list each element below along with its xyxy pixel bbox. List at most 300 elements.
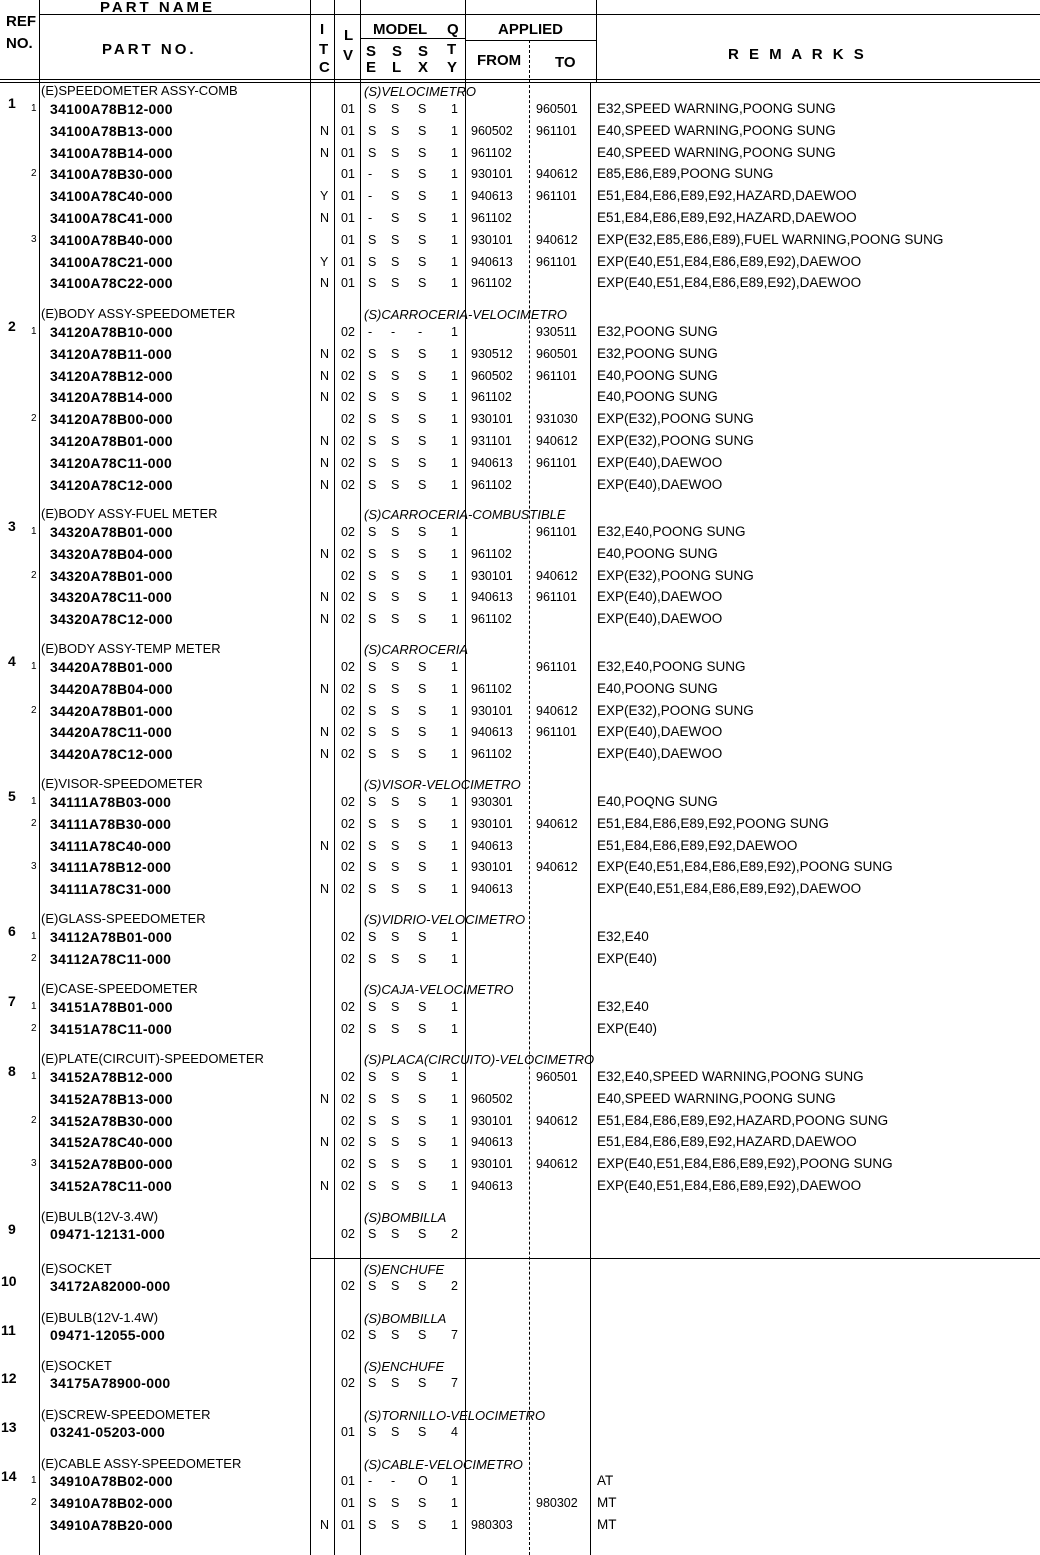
applied-to: 940612 — [536, 568, 578, 583]
lv-value: 02 — [341, 1021, 355, 1036]
applied-to: 961101 — [536, 590, 577, 605]
model-se: S — [368, 930, 377, 944]
part-number: 34120A78B11-000 — [50, 345, 173, 362]
model-sl: S — [391, 930, 400, 944]
sub-index: 2 — [31, 817, 37, 829]
applied-from: 961102 — [471, 681, 512, 696]
applied-from: 960502 — [471, 1091, 513, 1106]
part-name: (E)CABLE ASSY-SPEEDOMETER — [41, 1456, 242, 1471]
qty-value: 1 — [451, 390, 458, 405]
part-number: 09471-12055-000 — [50, 1327, 166, 1343]
model-sl: S — [391, 1495, 400, 1510]
lv-value: 02 — [341, 747, 355, 762]
qty-value: 1 — [451, 346, 458, 361]
lv-value: 01 — [341, 189, 355, 204]
model-se: S — [368, 1517, 377, 1532]
ref-number: 7 — [8, 993, 16, 1009]
qty-value: 1 — [451, 434, 458, 448]
part-number: 34151A78B01-000 — [50, 999, 173, 1015]
qty-value: 1 — [451, 1021, 458, 1036]
model-sl: S — [391, 477, 400, 492]
remarks-text: E40,POONG SUNG — [597, 367, 718, 383]
remarks-text: E32,E40,POONG SUNG — [597, 524, 746, 539]
model-se: S — [368, 455, 377, 470]
lv-value: 02 — [341, 455, 355, 470]
applied-to: 940612 — [536, 167, 578, 182]
to-header: TO — [555, 54, 576, 71]
qty-value: 1 — [451, 189, 458, 204]
spanish-name: (S)VELOCIMETRO — [364, 84, 476, 99]
lv-value: 02 — [341, 612, 355, 627]
sub-index: 3 — [31, 861, 37, 873]
itc-code: N — [320, 546, 330, 561]
qty-value: 1 — [451, 1517, 458, 1532]
part-number: 34100A78B14-000 — [50, 144, 173, 161]
lv-value: 02 — [341, 725, 355, 740]
ref-number: 8 — [8, 1063, 16, 1079]
lv-value: 02 — [341, 1179, 355, 1193]
qty-value: 1 — [451, 590, 458, 605]
lv-value: 02 — [341, 1135, 355, 1150]
lv-value: 02 — [341, 1157, 355, 1172]
itc-code: N — [320, 590, 330, 605]
applied-to: 940612 — [536, 1113, 578, 1128]
spanish-name: (S)VISOR-VELOCIMETRO — [364, 777, 521, 792]
qty-value: 1 — [451, 1000, 458, 1014]
remarks-text: AT — [597, 1473, 614, 1488]
applied-to: 940612 — [536, 703, 578, 718]
remarks-text: E32,SPEED WARNING,POONG SUNG — [597, 101, 836, 116]
sub-index: 2 — [31, 1114, 37, 1126]
remarks-text: EXP(E40,E51,E84,E86,E89,E92),POONG SUNG — [597, 859, 893, 875]
model-se: S — [368, 703, 377, 718]
part-number: 34152A78C40-000 — [50, 1134, 173, 1151]
remarks-text: E32,E40 — [597, 999, 649, 1014]
sub-index: 1 — [31, 661, 37, 672]
model-se: S — [368, 390, 377, 405]
applied-from: 961102 — [471, 747, 512, 762]
qty-value: 2 — [451, 1279, 458, 1293]
spanish-name: (S)VIDRIO-VELOCIMETRO — [364, 912, 526, 927]
part-number: 34100A78C40-000 — [50, 188, 173, 205]
lv-value: 02 — [341, 1000, 355, 1014]
applied-from: 930101 — [471, 860, 513, 875]
model-se: - — [368, 211, 373, 225]
lv-value: 02 — [341, 703, 355, 718]
part-number: 34420A78B01-000 — [50, 659, 173, 675]
qty-value: 7 — [451, 1328, 458, 1342]
model-se: S — [368, 1227, 377, 1241]
applied-from: 960502 — [471, 368, 513, 383]
model-se: - — [368, 189, 373, 204]
lv-value: 02 — [341, 1279, 355, 1293]
applied-to: 960501 — [536, 1070, 578, 1084]
model-sl: S — [391, 1517, 400, 1532]
part-number: 34100A78B13-000 — [50, 122, 173, 139]
applied-from: 960502 — [471, 123, 513, 138]
model-sl: S — [391, 612, 400, 627]
applied-to: 961101 — [536, 189, 577, 204]
model-se: S — [368, 477, 377, 492]
itc-code: N — [320, 1517, 330, 1532]
lv-value: 02 — [341, 681, 355, 696]
qty-value: 1 — [451, 1070, 458, 1084]
model-sl: S — [391, 434, 400, 448]
model-sx: S — [418, 816, 427, 831]
qty-value: 1 — [451, 102, 458, 116]
part-number: 34120A78B01-000 — [50, 433, 173, 449]
remarks-text: EXP(E40),DAEWOO — [597, 476, 723, 492]
itc-code: N — [320, 368, 330, 383]
remarks-text: E51,E84,E86,E89,E92,HAZARD,DAEWOO — [597, 210, 857, 225]
itc-code: N — [320, 882, 330, 897]
lv-value: 01 — [341, 123, 355, 138]
part-name: (E)CASE-SPEEDOMETER — [41, 981, 198, 996]
model-sl: S — [391, 390, 400, 405]
applied-to: 940612 — [536, 816, 578, 831]
itc-code: N — [320, 612, 330, 627]
itc-code: N — [320, 455, 330, 470]
ref-number: 14 — [1, 1468, 17, 1484]
qty-value: 1 — [451, 1495, 458, 1510]
model-sl: - — [391, 325, 396, 339]
model-se: S — [368, 1279, 377, 1293]
lv-value: 02 — [341, 660, 355, 674]
model-sx: S — [418, 1376, 427, 1390]
model-se: S — [368, 860, 377, 875]
model-sl: S — [391, 1376, 400, 1390]
model-sx: S — [418, 1425, 427, 1439]
spanish-name: (S)PLACA(CIRCUITO)-VELOCIMETRO — [364, 1052, 595, 1067]
applied-from: 930101 — [471, 1113, 513, 1128]
lv-value: 02 — [341, 1091, 355, 1106]
sub-index: 1 — [31, 1071, 37, 1082]
itc-code: Y — [320, 189, 329, 204]
applied-from: 980303 — [471, 1517, 513, 1532]
model-sl: S — [391, 1091, 400, 1106]
model-sx: S — [418, 930, 427, 944]
itc-code: N — [320, 477, 330, 492]
itc-code: N — [320, 276, 330, 291]
applied-to: 940612 — [536, 1157, 578, 1172]
remarks-text: E51,E84,E86,E89,E92,HAZARD,POONG SUNG — [597, 1112, 889, 1128]
from-header: FROM — [477, 52, 522, 69]
part-number: 03241-05203-000 — [50, 1424, 166, 1440]
model-se: S — [368, 434, 377, 448]
applied-to: 960501 — [536, 102, 578, 116]
ref-number: 12 — [1, 1370, 17, 1386]
part-name: (E)SPEEDOMETER ASSY-COMB — [41, 83, 238, 98]
itc-header-c: C — [319, 59, 330, 76]
model-se: S — [368, 1000, 377, 1014]
ref-number: 13 — [1, 1419, 17, 1435]
model-se: S — [368, 102, 377, 116]
model-sx: S — [418, 477, 427, 492]
remarks-text: E40,POONG SUNG — [597, 545, 718, 561]
remarks-text: E51,E84,E86,E89,E92,DAEWOO — [597, 837, 798, 853]
remarks-text: E85,E86,E89,POONG SUNG — [597, 166, 774, 182]
applied-to: 980302 — [536, 1495, 578, 1510]
remarks-text: EXP(E40,E51,E84,E86,E89,E92),DAEWOO — [597, 253, 862, 269]
model-se: S — [368, 681, 377, 696]
part-number: 34420A78C11-000 — [50, 724, 173, 741]
model-sl: S — [391, 1279, 400, 1293]
sub-index: 1 — [31, 931, 37, 942]
lv-value: 02 — [341, 525, 355, 539]
itc-code: N — [320, 725, 330, 740]
sub-index: 3 — [31, 233, 37, 245]
ref-number: 3 — [8, 518, 16, 534]
model-se: S — [368, 232, 377, 247]
model-sl: S — [391, 660, 400, 674]
model-se: S — [368, 951, 377, 966]
part-number: 34120A78C11-000 — [50, 454, 173, 471]
applied-header-rule — [465, 40, 597, 41]
model-se: - — [368, 167, 373, 182]
sub-index: 1 — [31, 526, 37, 537]
model-sx: S — [418, 232, 427, 247]
qty-value: 4 — [451, 1425, 458, 1439]
applied-from: 961102 — [471, 145, 512, 160]
remarks-text: EXP(E40,E51,E84,E86,E89,E92),POONG SUNG — [597, 1156, 893, 1172]
model-sx: S — [418, 434, 427, 448]
model-sx: S — [418, 860, 427, 875]
model-sl: S — [391, 1179, 400, 1193]
spanish-name: (S)BOMBILLA — [364, 1210, 447, 1225]
model-sx: S — [418, 211, 427, 225]
sub-index: 3 — [31, 1158, 37, 1170]
part-number: 34420A78C12-000 — [50, 746, 173, 763]
applied-to: 961101 — [536, 368, 577, 383]
model-se: S — [368, 1113, 377, 1128]
model-se: S — [368, 1495, 377, 1510]
sub-index: 2 — [31, 1496, 37, 1508]
model-sl: S — [391, 232, 400, 247]
lv-value: 02 — [341, 951, 355, 966]
model-sl: S — [391, 1135, 400, 1150]
remarks-text: E51,E84,E86,E89,E92,HAZARD,DAEWOO — [597, 1134, 857, 1150]
applied-to: 931030 — [536, 412, 578, 427]
qty-value: 1 — [451, 660, 458, 674]
qty-value: 1 — [451, 1474, 458, 1488]
model-sx: S — [418, 1328, 427, 1342]
model-sx: S — [418, 123, 427, 138]
lv-value: 01 — [341, 145, 355, 160]
model-sl: S — [391, 1000, 400, 1014]
model-sx: - — [418, 325, 423, 339]
part-name: (E)VISOR-SPEEDOMETER — [41, 776, 203, 791]
model-sx: S — [418, 951, 427, 966]
section-divider — [310, 1258, 1040, 1259]
applied-to: 961101 — [536, 660, 577, 674]
part-number: 34120A78B00-000 — [50, 411, 173, 428]
applied-to: 940612 — [536, 860, 578, 875]
part-name: (E)BULB(12V-1.4W) — [41, 1310, 159, 1325]
lv-value: 01 — [341, 102, 355, 116]
remarks-text: EXP(E32),POONG SUNG — [597, 411, 754, 427]
qty-value: 1 — [451, 123, 458, 138]
model-sl: S — [391, 167, 400, 182]
model-sx: S — [418, 1227, 427, 1241]
model-sl: S — [391, 145, 400, 160]
model-sl: S — [391, 703, 400, 718]
model-sx: S — [418, 412, 427, 427]
header-rule-top — [40, 14, 1040, 15]
model-sx: S — [418, 1157, 427, 1172]
part-number: 34320A78C12-000 — [50, 611, 173, 628]
part-number: 34320A78B01-000 — [50, 567, 173, 584]
model-sx: S — [418, 189, 427, 204]
applied-from: 930101 — [471, 167, 513, 182]
lv-header-v: V — [343, 47, 354, 64]
remarks-text: EXP(E32),POONG SUNG — [597, 702, 754, 718]
applied-from: 931101 — [471, 434, 512, 448]
remarks-text: MT — [597, 1516, 617, 1532]
part-number: 34100A78C41-000 — [50, 210, 173, 226]
lv-value: 02 — [341, 325, 355, 339]
remarks-text: E40,POQNG SUNG — [597, 794, 718, 809]
model-se: S — [368, 123, 377, 138]
itc-code: N — [320, 747, 330, 762]
ref-no-header-top: REF — [6, 13, 36, 30]
applied-to: 961101 — [536, 254, 577, 269]
model-se: S — [368, 1376, 377, 1390]
model-sl: S — [391, 838, 400, 853]
ref-number: 4 — [8, 653, 16, 669]
model-sx: S — [418, 102, 427, 116]
model-sx: S — [418, 1070, 427, 1084]
header-rule-bottom — [0, 79, 1040, 80]
applied-from: 930101 — [471, 568, 513, 583]
model-sl: S — [391, 1227, 400, 1241]
model-header-rule — [361, 38, 465, 39]
ref-number: 2 — [8, 318, 16, 334]
model-sl: S — [391, 725, 400, 740]
model-sx: S — [418, 1021, 427, 1036]
applied-from: 940613 — [471, 882, 513, 897]
qty-value: 1 — [451, 795, 458, 809]
lv-value: 02 — [341, 590, 355, 605]
remarks-text: EXP(E40,E51,E84,E86,E89,E92),DAEWOO — [597, 275, 862, 291]
part-number: 34320A78B04-000 — [50, 545, 173, 562]
model-se: S — [368, 525, 377, 539]
lv-value: 02 — [341, 860, 355, 875]
model-sl: S — [391, 346, 400, 361]
remarks-header: R E M A R K S — [728, 46, 867, 63]
applied-from: 961102 — [471, 477, 512, 492]
part-number: 34120A78B14-000 — [50, 389, 173, 406]
remarks-text: EXP(E40),DAEWOO — [597, 589, 723, 605]
remarks-text: EXP(E40),DAEWOO — [597, 611, 723, 627]
model-se: S — [368, 612, 377, 627]
qty-value: 1 — [451, 1135, 458, 1150]
model-se: S — [368, 346, 377, 361]
part-number: 34420A78B01-000 — [50, 702, 173, 719]
qty-value: 1 — [451, 167, 458, 182]
lv-value: 02 — [341, 795, 355, 809]
part-number: 34320A78B01-000 — [50, 524, 173, 540]
model-sx: S — [418, 612, 427, 627]
qty-value: 1 — [451, 1157, 458, 1172]
model-sx: S — [418, 455, 427, 470]
model-sl: S — [391, 211, 400, 225]
model-sl: S — [391, 951, 400, 966]
lv-value: 02 — [341, 568, 355, 583]
qty-value: 1 — [451, 725, 458, 740]
itc-code: N — [320, 1179, 330, 1193]
applied-from: 940613 — [471, 1179, 513, 1193]
model-sx: S — [418, 568, 427, 583]
qty-value: 1 — [451, 882, 458, 897]
model-sl: S — [391, 1425, 400, 1439]
part-number: 34100A78B40-000 — [50, 231, 173, 248]
model-se: S — [368, 568, 377, 583]
lv-value: 01 — [341, 1425, 355, 1439]
itc-code: N — [320, 434, 330, 448]
itc-code: N — [320, 346, 330, 361]
model-sl: S — [391, 681, 400, 696]
model-sl: S — [391, 882, 400, 897]
part-number: 34100A78B12-000 — [50, 101, 173, 117]
ref-number: 5 — [8, 788, 16, 804]
spanish-name: (S)ENCHUFE — [364, 1359, 445, 1374]
applied-from: 961102 — [471, 546, 512, 561]
sub-index: 1 — [31, 326, 37, 337]
model-sl: S — [391, 189, 400, 204]
qty-value: 1 — [451, 747, 458, 762]
spanish-name: (S)TORNILLO-VELOCIMETRO — [364, 1408, 546, 1423]
remarks-text: E40,SPEED WARNING,POONG SUNG — [597, 144, 836, 160]
model-sl: S — [391, 546, 400, 561]
qty-value: 1 — [451, 145, 458, 160]
qty-value: 1 — [451, 232, 458, 247]
sub-index: 2 — [31, 569, 37, 581]
remarks-text: E32,E40,SPEED WARNING,POONG SUNG — [597, 1069, 864, 1084]
part-number: 34910A78B02-000 — [50, 1494, 173, 1511]
itc-code: N — [320, 123, 330, 138]
remarks-text: E51,E84,E86,E89,E92,HAZARD,DAEWOO — [597, 188, 857, 204]
applied-from: 930101 — [471, 816, 513, 831]
model-sx: S — [418, 660, 427, 674]
lv-value: 02 — [341, 1113, 355, 1128]
part-number: 09471-12131-000 — [50, 1226, 166, 1242]
part-name: (E)PLATE(CIRCUIT)-SPEEDOMETER — [41, 1051, 264, 1066]
model-sx: S — [418, 254, 427, 269]
applied-from: 930101 — [471, 412, 513, 427]
model-sx: S — [418, 1279, 427, 1293]
part-number: 34111A78C40-000 — [50, 837, 172, 854]
qty-value: 1 — [451, 546, 458, 561]
applied-to: 961101 — [536, 725, 577, 740]
sub-index: 2 — [31, 168, 37, 180]
part-number: 34151A78C11-000 — [50, 1020, 173, 1037]
applied-to: 940612 — [536, 434, 578, 448]
lv-value: 01 — [341, 211, 355, 225]
model-sl: S — [391, 1328, 400, 1342]
applied-from: 930101 — [471, 1157, 513, 1172]
model-sx: S — [418, 882, 427, 897]
part-name: (E)SCREW-SPEEDOMETER — [41, 1407, 211, 1422]
qty-value: 1 — [451, 612, 458, 627]
part-number: 34111A78C31-000 — [50, 881, 172, 898]
qty-header-y: Y — [447, 59, 458, 76]
applied-from: 930101 — [471, 703, 513, 718]
remarks-text: E32,POONG SUNG — [597, 324, 718, 339]
itc-code: N — [320, 211, 330, 225]
ref-no-header-bottom: NO. — [6, 35, 33, 52]
model-se: - — [368, 1474, 373, 1488]
part-number: 34100A78B30-000 — [50, 166, 173, 183]
